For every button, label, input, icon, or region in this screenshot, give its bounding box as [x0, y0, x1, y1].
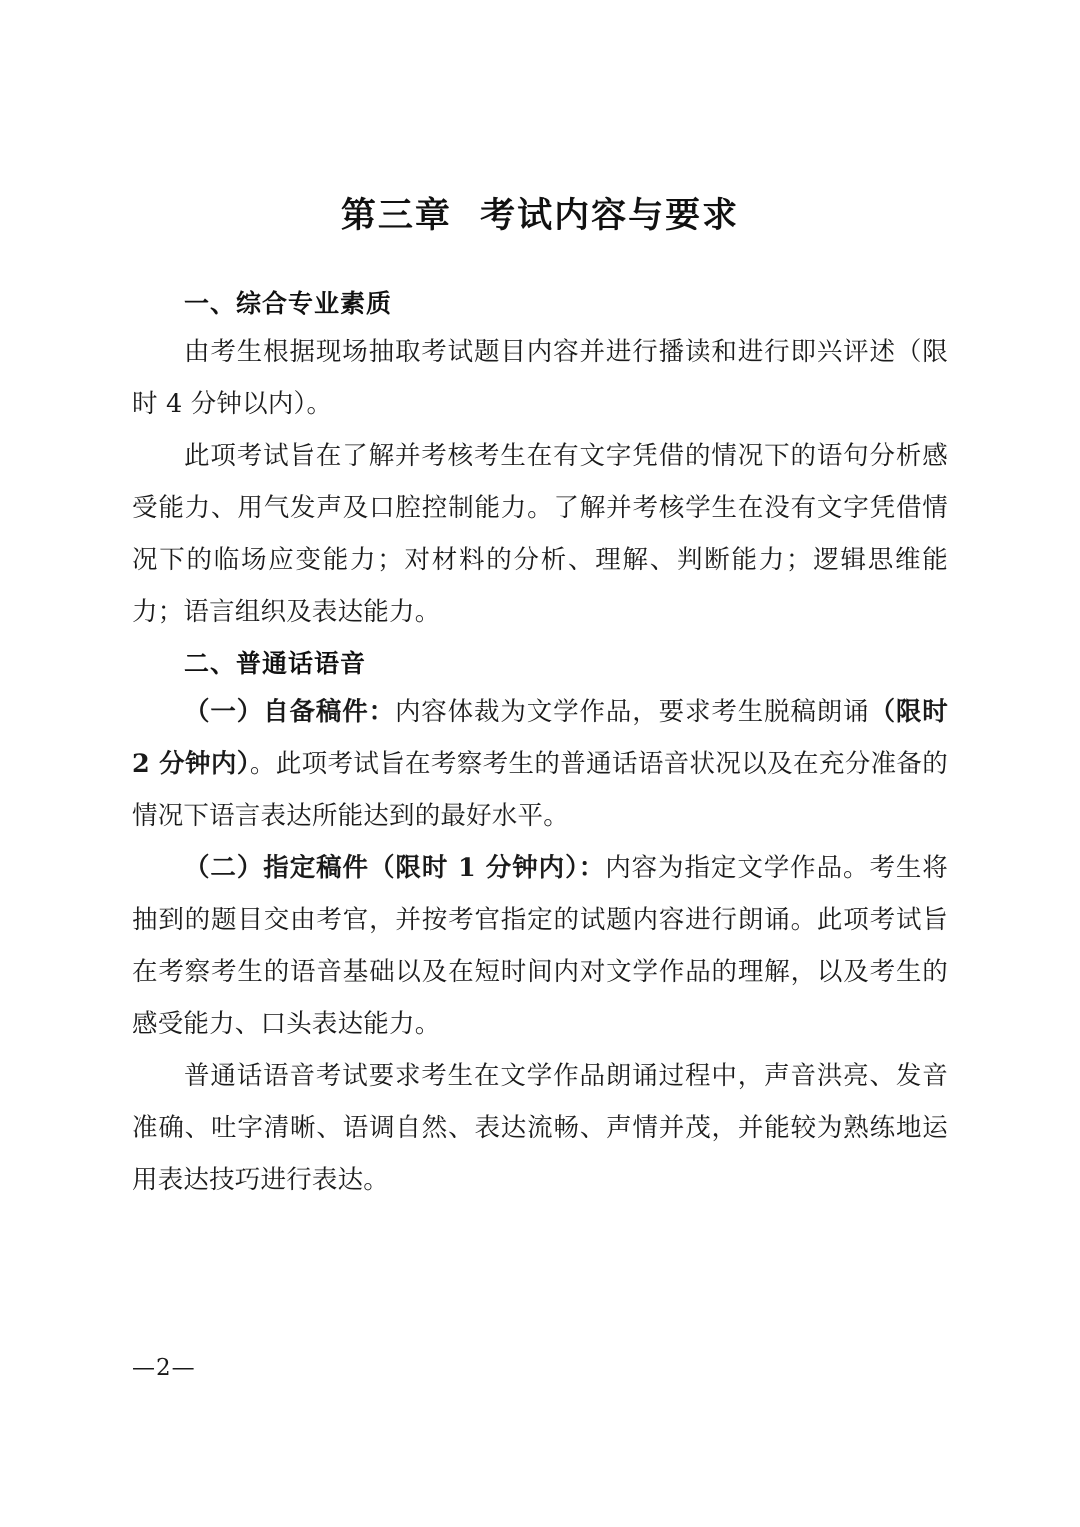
page-number: —2— — [132, 1355, 196, 1381]
section-2-item-2 — [132, 842, 948, 1050]
section-2-closing: 普通话语音考试要求考生在文学作品朗诵过程中，声音洪亮、发音准确、吐字清晰、语调自然、表达流畅、声情并茂，并能较为熟练地运用表达技巧进行表达。 — [132, 1061, 948, 1195]
item-2-lead: （二）指定稿件（限时 1 分钟内）： — [184, 853, 606, 883]
item-1-lead-plain: 内容体裁为文学作品，要求考生脱稿朗诵 — [394, 697, 870, 727]
section-heading-2: 二、普通话语音 — [184, 649, 367, 678]
section-heading-1: 一、综合专业素质 — [184, 289, 393, 318]
item-1-tail: 。此项考试旨在考察考生的普通话语音状况以及在充分准备的情况下语言表达所能达到的最好水平。 — [132, 749, 948, 831]
section-1-paragraph-1: 由考生根据现场抽取考试题目内容并进行播读和进行即兴评述（限时 4 分钟以内）。 — [132, 337, 948, 419]
page-title: 第三章 考试内容与要求 — [340, 196, 740, 236]
item-2-tail: 内容为指定文学作品。考生将抽到的题目交由考官，并按考官指定的试题内容进行朗诵。此项考试旨在考察考生的语音基础以及在短时间内对文学作品的理解，以及考生的感受能力、口头表达能力。 — [132, 853, 948, 1039]
item-1-bold-mid: （限时 2 分钟内） — [132, 697, 948, 779]
item-1-lead: （一）自备稿件： — [184, 697, 395, 727]
section-2-item-1 — [132, 686, 948, 842]
section-1-paragraph-2: 此项考试旨在了解并考核考生在有文字凭借的情况下的语句分析感受能力、用气发声及口腔控制能力。了解并考核学生在没有文字凭借情况下的临场应变能力；对材料的分析、理解、判断能力；逻辑思维能力；语言组织及表达能力。 — [132, 441, 948, 627]
